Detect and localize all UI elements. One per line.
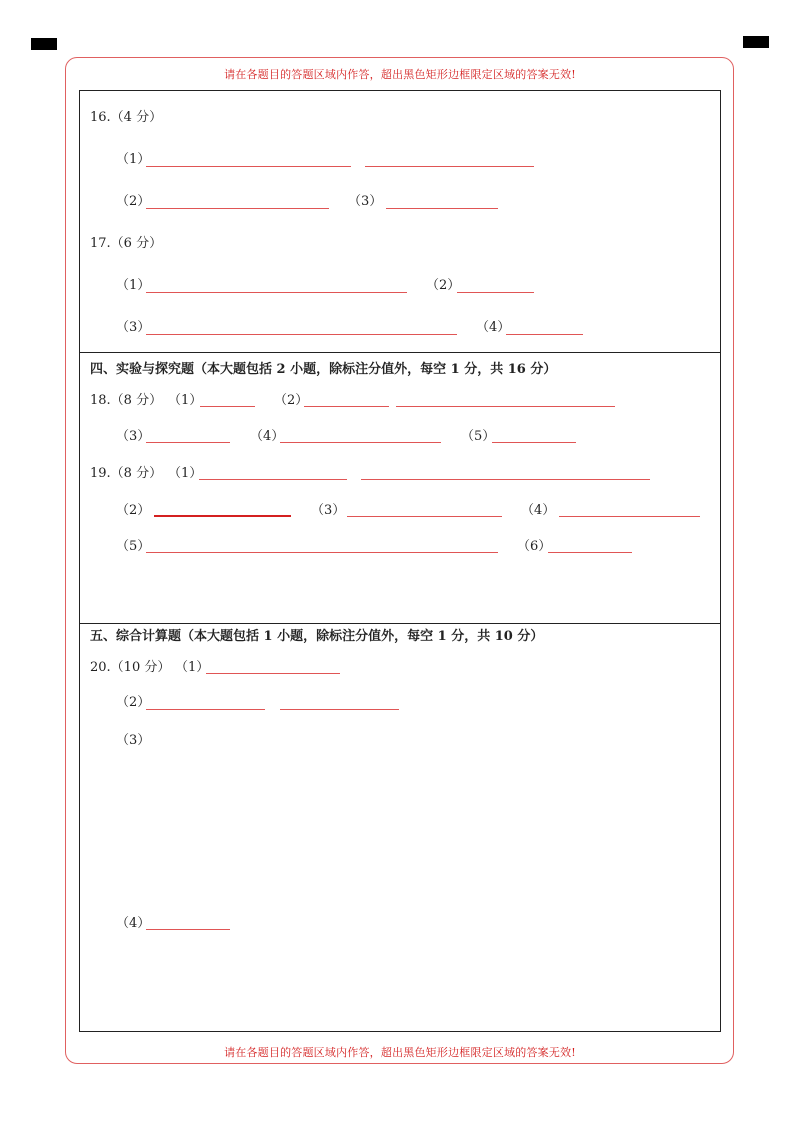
q19-blank-1b[interactable] xyxy=(361,479,650,480)
q16-blank-1a[interactable] xyxy=(146,166,351,167)
q20-part-3-label: （3） xyxy=(116,733,151,748)
q17-blank-1[interactable] xyxy=(146,292,407,293)
q20-blank-2a[interactable] xyxy=(146,709,265,710)
q18-part-3-label: （3） xyxy=(116,429,151,444)
q16-part-2-label: （2） xyxy=(116,194,151,209)
q17-heading: 17.（6 分） xyxy=(90,236,163,251)
q20-part-2-label: （2） xyxy=(116,695,151,710)
alignment-marker-right xyxy=(743,36,769,48)
q18-part-1-label: （1） xyxy=(168,393,203,408)
q19-part-1-label: （1） xyxy=(168,466,203,481)
q19-part-2-label: （2） xyxy=(116,503,151,518)
q18-heading: 18.（8 分） xyxy=(90,393,163,408)
q16-blank-2[interactable] xyxy=(146,208,329,209)
q19-blank-3[interactable] xyxy=(347,516,502,517)
q19-part-6-label: （6） xyxy=(517,539,552,554)
section-calculation xyxy=(79,623,721,1032)
q20-part-4-label: （4） xyxy=(116,916,151,931)
warning-top: 请在各题目的答题区域内作答，超出黑色矩形边框限定区域的答案无效! xyxy=(224,68,576,81)
q18-part-2-label: （2） xyxy=(274,393,309,408)
q19-blank-2[interactable] xyxy=(154,515,291,517)
q20-blank-2b[interactable] xyxy=(280,709,399,710)
q18-blank-2a[interactable] xyxy=(304,406,389,407)
q18-blank-5[interactable] xyxy=(492,442,576,443)
q18-blank-4[interactable] xyxy=(280,442,441,443)
q19-part-3-label: （3） xyxy=(311,503,346,518)
alignment-marker-left xyxy=(31,38,57,50)
q18-part-5-label: （5） xyxy=(461,429,496,444)
q16-part-3-label: （3） xyxy=(348,194,383,209)
q20-part-1-label: （1） xyxy=(175,660,210,675)
q20-blank-1[interactable] xyxy=(206,673,340,674)
section-4-title: 四、实验与探究题（本大题包括 2 小题，除标注分值外，每空 1 分，共 16 分） xyxy=(90,362,557,377)
q18-blank-2b[interactable] xyxy=(396,406,615,407)
q19-part-4-label: （4） xyxy=(521,503,556,518)
q17-blank-3[interactable] xyxy=(146,334,457,335)
q17-part-2-label: （2） xyxy=(426,278,461,293)
q18-blank-1[interactable] xyxy=(200,406,255,407)
q18-blank-3[interactable] xyxy=(146,442,230,443)
q19-heading: 19.（8 分） xyxy=(90,466,163,481)
q17-blank-4[interactable] xyxy=(506,334,583,335)
q17-part-4-label: （4） xyxy=(476,320,511,335)
q16-blank-3[interactable] xyxy=(386,208,498,209)
section-q16-q17 xyxy=(79,90,721,353)
q16-heading: 16.（4 分） xyxy=(90,110,163,125)
q19-blank-6[interactable] xyxy=(548,552,632,553)
q20-blank-4[interactable] xyxy=(146,929,230,930)
q17-part-3-label: （3） xyxy=(116,320,151,335)
q17-blank-2[interactable] xyxy=(457,292,534,293)
q16-blank-1b[interactable] xyxy=(365,166,534,167)
warning-bottom: 请在各题目的答题区域内作答，超出黑色矩形边框限定区域的答案无效! xyxy=(224,1046,576,1059)
q19-blank-5[interactable] xyxy=(146,552,498,553)
q16-part-1-label: （1） xyxy=(116,152,151,167)
q19-blank-4[interactable] xyxy=(559,516,700,517)
section-5-title: 五、综合计算题（本大题包括 1 小题，除标注分值外，每空 1 分，共 10 分） xyxy=(90,629,544,644)
q17-part-1-label: （1） xyxy=(116,278,151,293)
q19-part-5-label: （5） xyxy=(116,539,151,554)
q20-heading: 20.（10 分） xyxy=(90,660,171,675)
q18-part-4-label: （4） xyxy=(250,429,285,444)
q19-blank-1a[interactable] xyxy=(199,479,347,480)
